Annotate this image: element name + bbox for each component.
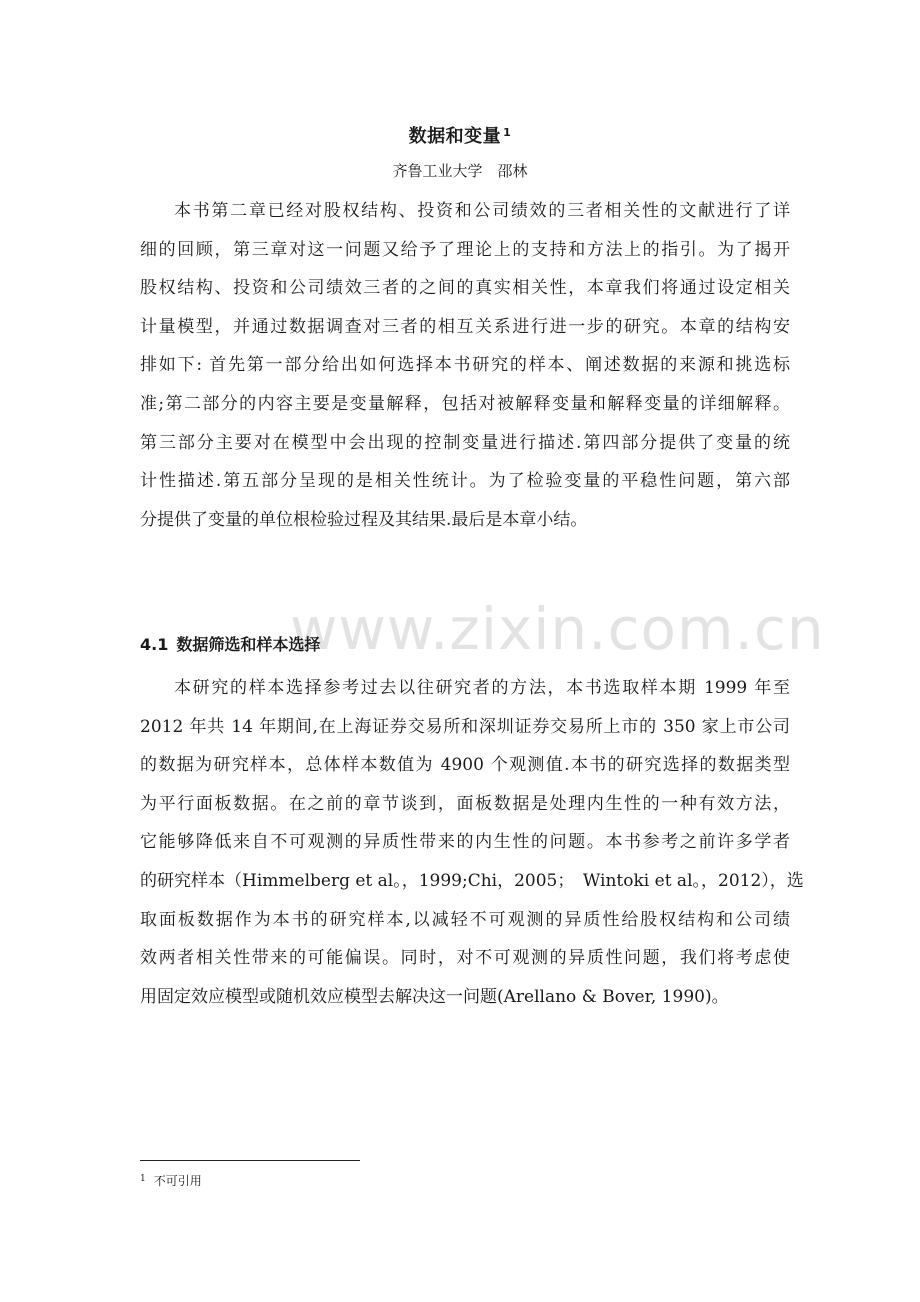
footnote-separator	[140, 1160, 360, 1161]
footnote-mark: 1	[140, 1174, 146, 1184]
text-line: 的研究样本（Himmelberg et al。，1999;Chi，2005； Wintoki et al。，2012），选	[140, 870, 804, 891]
text-line: 的数据为研究样本，总体样本数值为 4900 个观测值.本书的研究选择的数据类型	[140, 755, 790, 776]
text-line: 效两者相关性带来的可能偏误。同时，对不可观测的异质性问题，我们将考虑使	[140, 948, 790, 969]
author-line: 齐鲁工业大学 邵林	[392, 162, 528, 180]
title-text: 数据和变量	[408, 126, 502, 147]
text-line: 本书第二章已经对股权结构、投资和公司绩效的三者相关性的文献进行了详	[174, 201, 790, 221]
text-line: 计量模型，并通过数据调查对三者的相互关系进行进一步的研究。本章的结构安	[140, 316, 790, 337]
text-line: 细的回顾，第三章对这一问题又给予了理论上的支持和方法上的指引。为了揭开	[140, 239, 790, 260]
title-footnote-mark[interactable]: 1	[503, 126, 512, 139]
watermark: www.zixin.com.cn	[290, 595, 825, 663]
text-line: 第三部分主要对在模型中会出现的控制变量进行描述.第四部分提供了变量的统	[140, 432, 790, 453]
text-line: 它能够降低来自不可观测的异质性带来的内生性的问题。本书参考之前许多学者	[140, 832, 790, 853]
paragraph-sample-selection	[140, 669, 804, 1016]
text-line: 股权结构、投资和公司绩效三者的之间的真实相关性，本章我们将通过设定相关	[140, 278, 790, 299]
text-line: 用固定效应模型或随机效应模型去解决这一问题(Arellano & Bover, 1990)。	[140, 986, 729, 1007]
section-title: 数据筛选和样本选择	[176, 635, 321, 654]
text-line: 为平行面板数据。在之前的章节谈到，面板数据是处理内生性的一种有效方法，	[140, 793, 790, 814]
text-line: 取面板数据作为本书的研究样本,以减轻不可观测的异质性给股权结构和公司绩	[140, 909, 790, 930]
footnote	[140, 1172, 202, 1189]
text-line: 排如下: 首先第一部分给出如何选择本书研究的样本、阐述数据的来源和挑选标	[140, 355, 790, 376]
text-line: 2012 年共 14 年期间,在上海证券交易所和深圳证券交易所上市的 350 家上市公司	[140, 716, 790, 737]
text-line: 分提供了变量的单位根检验过程及其结果.最后是本章小结。	[140, 509, 588, 530]
text-line: 准;第二部分的内容主要是变量解释，包括对被解释变量和解释变量的详细解释。	[140, 393, 790, 414]
text-line: 本研究的样本选择参考过去以往研究者的方法，本书选取样本期 1999 年至	[174, 678, 790, 698]
section-heading	[140, 632, 320, 655]
footnote-text: 不可引用	[153, 1174, 202, 1188]
section-number: 4.1	[140, 635, 169, 654]
text-line: 计性描述.第五部分呈现的是相关性统计。为了检验变量的平稳性问题，第六部	[140, 471, 790, 492]
document-title	[0, 122, 920, 148]
paragraph-intro	[140, 192, 790, 539]
